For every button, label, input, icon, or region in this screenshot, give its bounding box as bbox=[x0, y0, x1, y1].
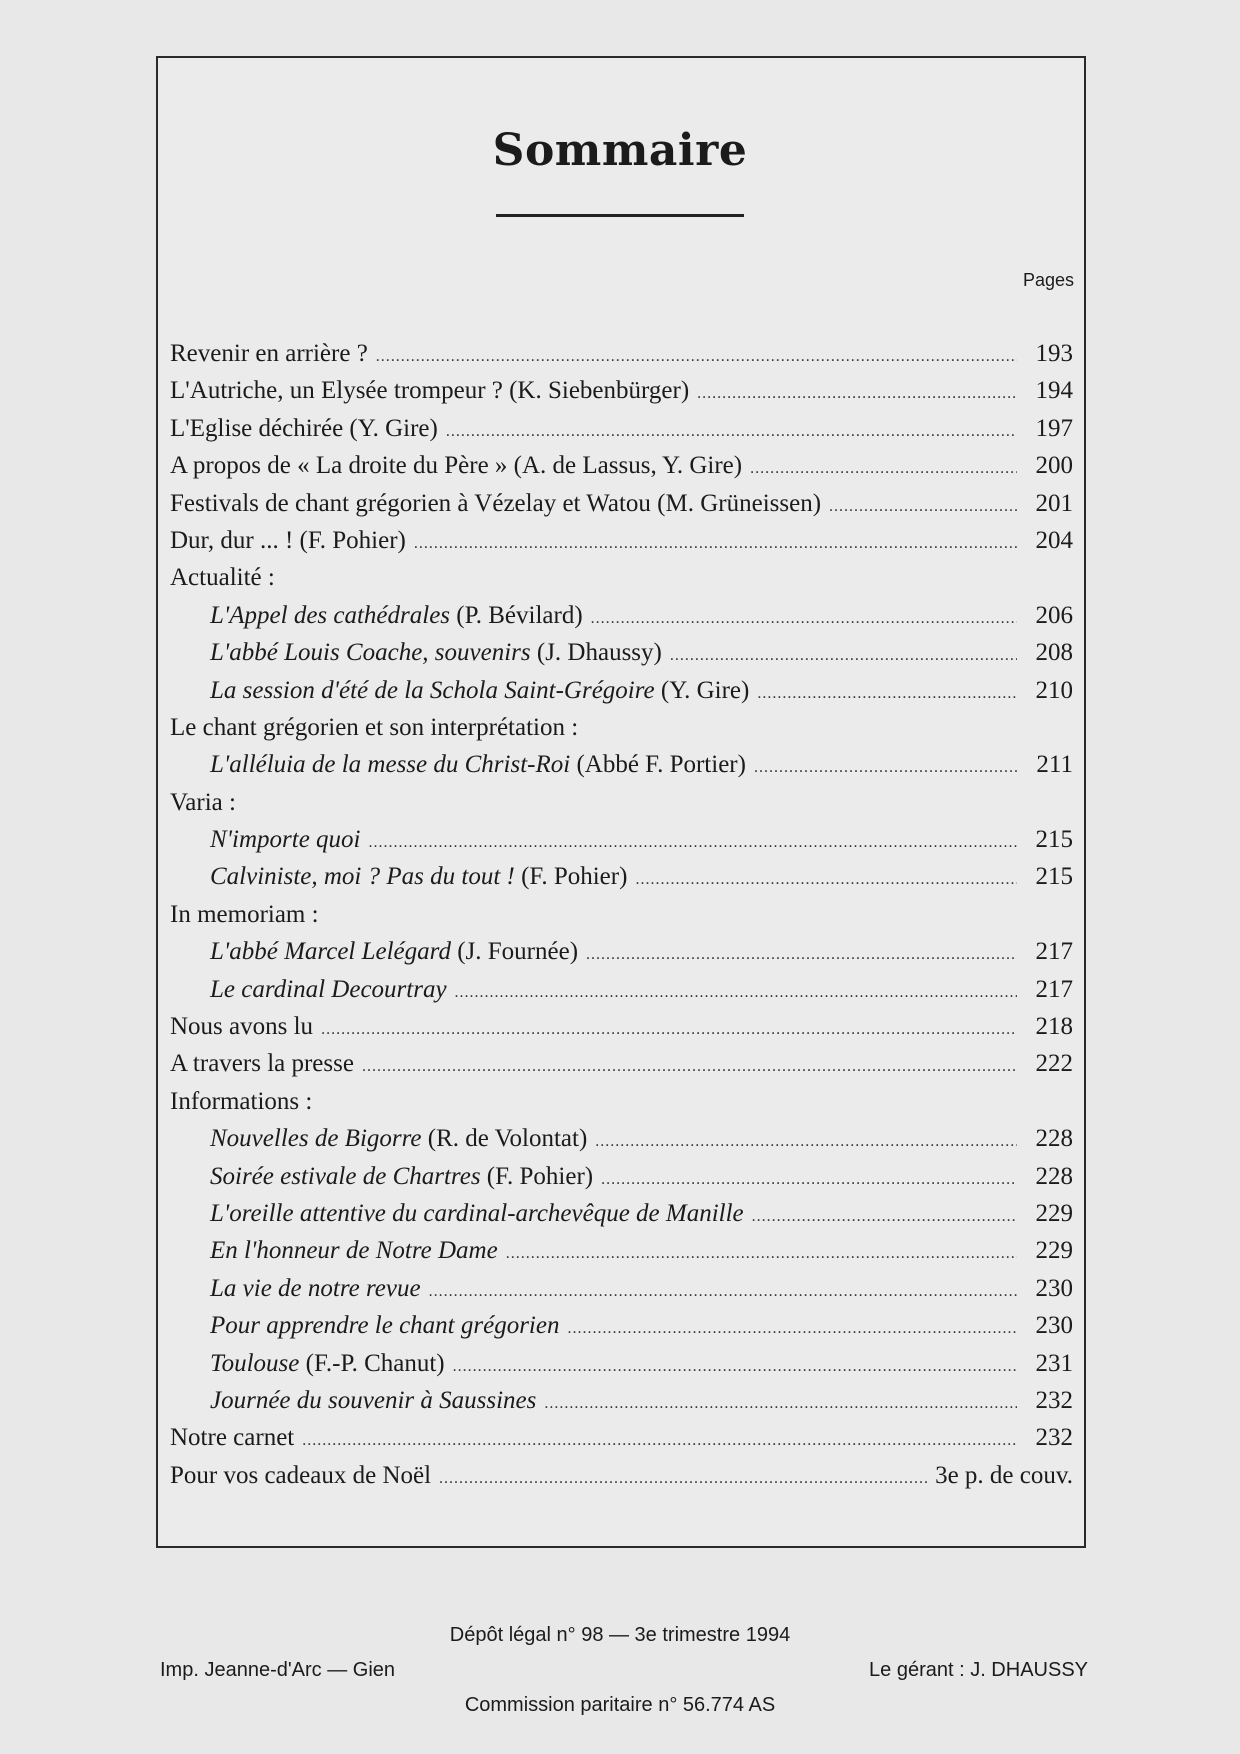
toc-entry-italic-title: N'importe quoi bbox=[210, 826, 361, 854]
toc-entry-title bbox=[170, 901, 319, 929]
dot-leader bbox=[376, 348, 1017, 366]
dot-leader bbox=[829, 498, 1017, 516]
toc-entry-title bbox=[210, 826, 361, 854]
toc-entry-text: L'Eglise déchirée (Y. Gire) bbox=[170, 414, 438, 442]
toc-entry-italic-title: Pour apprendre le chant grégorien bbox=[210, 1312, 560, 1340]
toc-entry-title bbox=[170, 1050, 354, 1078]
toc-entry-title bbox=[210, 602, 583, 630]
toc-entry-title bbox=[210, 976, 447, 1004]
printer-line: Imp. Jeanne-d'Arc — Gien bbox=[160, 1659, 396, 1681]
toc-subentry bbox=[170, 1387, 1073, 1424]
toc-entry-text: (R. de Volontat) bbox=[421, 1125, 588, 1153]
toc-entry-text: Le chant grégorien et son interprétation : bbox=[170, 713, 579, 741]
toc-entry-title bbox=[170, 490, 821, 518]
toc-page-number: 206 bbox=[1035, 601, 1073, 629]
toc-entry-italic-title: Soirée estivale de Chartres bbox=[210, 1162, 481, 1190]
dot-leader bbox=[369, 834, 1018, 852]
toc-entry bbox=[170, 901, 1073, 938]
toc-entry-title bbox=[210, 1275, 421, 1303]
toc-entry-title bbox=[170, 714, 578, 742]
dot-leader bbox=[752, 1208, 1017, 1226]
dot-leader bbox=[446, 423, 1017, 441]
pages-column-label: Pages bbox=[1022, 270, 1074, 290]
legal-deposit-line: Dépôt légal n° 98 — 3e trimestre 1994 bbox=[449, 1624, 791, 1646]
toc-page-number: 217 bbox=[1035, 975, 1073, 1003]
table-of-contents bbox=[170, 340, 1073, 1499]
toc-subentry bbox=[170, 976, 1073, 1013]
toc-entry-italic-title: L'abbé Marcel Lelégard bbox=[210, 938, 451, 966]
toc-entry-italic-title: L'oreille attentive du cardinal-archevêque de Manille bbox=[210, 1199, 744, 1227]
toc-entry-text: (F. Pohier) bbox=[480, 1162, 594, 1190]
toc-entry bbox=[170, 714, 1073, 751]
dot-leader bbox=[757, 685, 1017, 703]
toc-entry-italic-title: L'alléluia de la messe du Christ-Roi bbox=[210, 751, 571, 779]
toc-page-number: 230 bbox=[1035, 1274, 1073, 1302]
toc-page-number: 194 bbox=[1035, 377, 1073, 405]
toc-entry-title bbox=[170, 789, 236, 817]
toc-entry-title bbox=[210, 938, 578, 966]
commission-line: Commission paritaire n° 56.774 AS bbox=[464, 1694, 776, 1716]
toc-page-number: 210 bbox=[1035, 676, 1073, 704]
toc-entry-italic-title: Toulouse bbox=[210, 1349, 300, 1377]
toc-entry-text: Pour vos cadeaux de Noël bbox=[170, 1461, 432, 1489]
dot-leader bbox=[506, 1245, 1017, 1263]
dot-leader bbox=[697, 385, 1017, 403]
toc-entry-title bbox=[210, 1163, 593, 1191]
dot-leader bbox=[754, 759, 1017, 777]
toc-subentry bbox=[170, 938, 1073, 975]
toc-page-number: 193 bbox=[1035, 340, 1073, 367]
toc-page-number: 229 bbox=[1035, 1199, 1073, 1227]
dot-leader bbox=[567, 1320, 1017, 1338]
toc-entry-text: (J. Dhaussy) bbox=[530, 639, 662, 667]
toc-entry-title bbox=[210, 677, 749, 705]
toc-entry-italic-title: En l'honneur de Notre Dame bbox=[210, 1237, 498, 1265]
toc-entry-text: In memoriam : bbox=[170, 900, 319, 928]
toc-entry-title bbox=[210, 1237, 498, 1265]
toc-subentry bbox=[170, 1312, 1073, 1349]
toc-subentry bbox=[170, 1350, 1073, 1387]
toc-entry-italic-title: Nouvelles de Bigorre bbox=[210, 1125, 422, 1153]
manager-line: Le gérant : J. DHAUSSY bbox=[869, 1659, 1088, 1681]
toc-entry-title bbox=[210, 1350, 445, 1378]
toc-page-number: 228 bbox=[1035, 1125, 1073, 1153]
toc-entry-title bbox=[170, 340, 368, 368]
toc-page-number: 204 bbox=[1035, 526, 1073, 554]
toc-subentry bbox=[170, 639, 1073, 676]
toc-page-number: 215 bbox=[1035, 863, 1073, 891]
toc-page-number: 3e p. de couv. bbox=[935, 1461, 1073, 1489]
dot-leader bbox=[670, 647, 1017, 665]
dot-leader bbox=[595, 1133, 1017, 1151]
toc-subentry bbox=[170, 1275, 1073, 1312]
toc-entry-text: Informations : bbox=[170, 1087, 313, 1115]
toc-entry-text: (F.-P. Chanut) bbox=[299, 1349, 445, 1377]
toc-subentry bbox=[170, 677, 1073, 714]
toc-entry bbox=[170, 564, 1073, 601]
toc-entry-italic-title: L'abbé Louis Coache, souvenirs bbox=[210, 639, 531, 667]
toc-page-number: 208 bbox=[1035, 639, 1073, 667]
toc-page-number: 232 bbox=[1035, 1386, 1073, 1414]
toc-entry-title bbox=[210, 1387, 536, 1415]
toc-entry-title bbox=[210, 751, 746, 779]
toc-page-number: 211 bbox=[1036, 751, 1073, 779]
toc-entry-italic-title: Journée du souvenir à Saussines bbox=[210, 1386, 537, 1414]
toc-page-number: 228 bbox=[1035, 1162, 1073, 1190]
toc-entry-title bbox=[170, 1013, 313, 1041]
toc-entry-title bbox=[170, 452, 742, 480]
toc-entry bbox=[170, 1050, 1073, 1087]
dot-leader bbox=[429, 1283, 1017, 1301]
toc-page-number: 201 bbox=[1035, 489, 1073, 517]
dot-leader bbox=[455, 984, 1017, 1002]
toc-subentry bbox=[170, 751, 1073, 788]
toc-subentry bbox=[170, 826, 1073, 863]
page-title: Sommaire bbox=[492, 125, 748, 176]
dot-leader bbox=[414, 535, 1017, 553]
toc-entry-italic-title: L'Appel des cathédrales bbox=[210, 601, 451, 629]
toc-entry bbox=[170, 1424, 1073, 1461]
toc-page-number: 232 bbox=[1035, 1424, 1073, 1452]
toc-entry bbox=[170, 340, 1073, 377]
toc-entry-italic-title: La session d'été de la Schola Saint-Grégoire bbox=[210, 676, 655, 704]
dot-leader bbox=[750, 460, 1017, 478]
toc-page-number: 230 bbox=[1035, 1312, 1073, 1340]
toc-entry-title bbox=[170, 1088, 312, 1116]
toc-entry-text: (P. Bévilard) bbox=[450, 601, 583, 629]
toc-entry-text: (Abbé F. Portier) bbox=[570, 751, 746, 779]
toc-entry bbox=[170, 789, 1073, 826]
toc-entry-text: (Y. Gire) bbox=[654, 676, 750, 704]
dot-leader bbox=[453, 1358, 1017, 1376]
toc-subentry bbox=[170, 1125, 1073, 1162]
toc-entry bbox=[170, 452, 1073, 489]
toc-entry-title bbox=[170, 527, 406, 555]
toc-entry-text: Revenir en arrière ? bbox=[170, 340, 368, 367]
toc-page-number: 217 bbox=[1035, 938, 1073, 966]
toc-entry-text: A propos de « La droite du Père » (A. de Lassus, Y. Gire) bbox=[170, 452, 743, 480]
toc-entry-title bbox=[170, 1424, 294, 1452]
toc-entry-title bbox=[210, 863, 627, 891]
toc-entry-title bbox=[210, 639, 662, 667]
toc-page-number: 200 bbox=[1035, 452, 1073, 480]
toc-subentry bbox=[170, 1163, 1073, 1200]
toc-entry-text: Actualité : bbox=[170, 564, 275, 592]
toc-entry-italic-title: Le cardinal Decourtray bbox=[210, 975, 447, 1003]
toc-entry-title bbox=[170, 415, 438, 443]
toc-entry-text: A travers la presse bbox=[170, 1050, 354, 1078]
title-underline bbox=[496, 214, 744, 217]
toc-entry bbox=[170, 377, 1073, 414]
toc-page-number: 222 bbox=[1035, 1050, 1073, 1078]
toc-entry bbox=[170, 527, 1073, 564]
dot-leader bbox=[601, 1171, 1017, 1189]
toc-entry-title bbox=[170, 1462, 431, 1490]
toc-entry-text: L'Autriche, un Elysée trompeur ? (K. Siebenbürger) bbox=[170, 377, 690, 405]
toc-subentry bbox=[170, 1237, 1073, 1274]
toc-entry-text: Varia : bbox=[170, 788, 236, 816]
toc-entry bbox=[170, 490, 1073, 527]
toc-entry bbox=[170, 1088, 1073, 1125]
toc-page-number: 197 bbox=[1035, 414, 1073, 442]
toc-entry-text: Dur, dur ... ! (F. Pohier) bbox=[170, 526, 406, 554]
toc-subentry bbox=[170, 602, 1073, 639]
toc-entry-text: Notre carnet bbox=[170, 1424, 295, 1452]
toc-page-number: 231 bbox=[1035, 1349, 1073, 1377]
toc-entry-text: (J. Fournée) bbox=[450, 938, 579, 966]
dot-leader bbox=[544, 1395, 1017, 1413]
toc-page-number: 229 bbox=[1035, 1237, 1073, 1265]
toc-entry-italic-title: La vie de notre revue bbox=[210, 1274, 421, 1302]
dot-leader bbox=[302, 1432, 1017, 1450]
dot-leader bbox=[586, 946, 1017, 964]
toc-entry bbox=[170, 1462, 1073, 1499]
dot-leader bbox=[635, 871, 1017, 889]
toc-entry-text: (F. Pohier) bbox=[514, 863, 628, 891]
toc-entry-italic-title: Calviniste, moi ? Pas du tout ! bbox=[210, 863, 515, 891]
toc-entry-text: Nous avons lu bbox=[170, 1013, 314, 1041]
toc-entry-title bbox=[210, 1200, 744, 1228]
toc-entry-title bbox=[210, 1125, 587, 1153]
toc-subentry bbox=[170, 863, 1073, 900]
toc-entry bbox=[170, 1013, 1073, 1050]
toc-entry-title bbox=[170, 564, 275, 592]
toc-page-number: 218 bbox=[1035, 1013, 1073, 1041]
toc-subentry bbox=[170, 1200, 1073, 1237]
toc-entry-text: Festivals de chant grégorien à Vézelay et Watou (M. Grüneissen) bbox=[170, 489, 822, 517]
dot-leader bbox=[439, 1470, 927, 1488]
dot-leader bbox=[321, 1021, 1017, 1039]
toc-entry-title bbox=[170, 377, 689, 405]
toc-entry-title bbox=[210, 1312, 559, 1340]
toc-entry bbox=[170, 415, 1073, 452]
dot-leader bbox=[362, 1058, 1017, 1076]
toc-page-number: 215 bbox=[1035, 826, 1073, 854]
dot-leader bbox=[591, 610, 1017, 628]
